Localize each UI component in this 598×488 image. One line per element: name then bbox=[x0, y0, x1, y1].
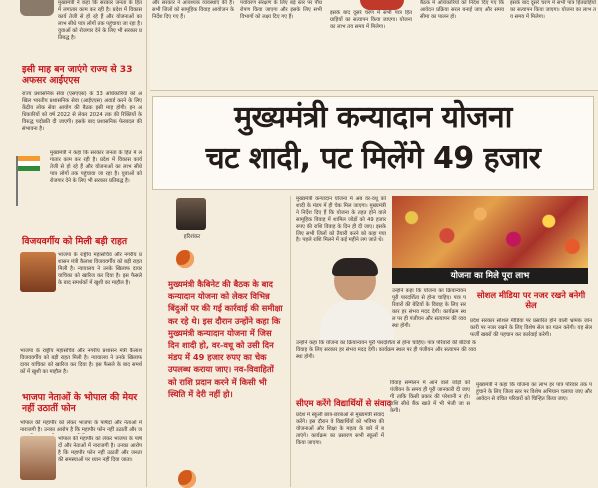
top-divider bbox=[150, 90, 598, 91]
left-text-ias: राज्य प्रशासनिक सेवा (एसएएस) के 33 अधिकारियों को अखिल भारतीय प्रशासनिक सेवा (आईएएस) अवार्ड करने के लिए केंद्रीय लोक सेवा आयोग की बैठक इसी माह होगी। इन अधिकारियों को वर्ष 2022 से लेकर 2024 तक की रिक्तियों के विरुद्ध पदोन्नति दी जाएगी। इसके बाद प्रशासनिक फेरबदल की संभावना है। bbox=[22, 91, 142, 132]
story-column-a: मुख्यमंत्री कन्यादान योजना में अब वर-वधू को शादी के मंडप में ही चेक मिल जाएगा। मुख्यमंत्री ने निर्देश दिए हैं कि योजना के तहत होने वाले सामूहिक विवाह में शामिल जोड़ों को 49 हजार रुपए की राशि विवाह के दिन ही दी जाए। इसके लिए सभी जिलों को तैयारी करने को कहा गया है। पहले राशि मिलने में कई महीने लग जाते थे। bbox=[296, 196, 386, 244]
left-news-column bbox=[0, 0, 145, 487]
top-strip-col5: इसके बाद दूसरे चरण में सभी पात्र हितग्राहियों का सत्यापन किया जाएगा। योजना का लाभ तय समय में मिलेगा। bbox=[510, 0, 596, 20]
left-heading-bhopal-mayor: भाजपा नेताओं के भोपाल की मेयर नहीं उठातीं फोन bbox=[22, 392, 138, 414]
sidebar-text: प्रदेश सरकार सोशल मीडिया पर प्रसारित होने वाली भ्रामक जानकारी पर नजर रखने के लिए विशेष सेल का गठन करेगी। यह सेल फर्जी खबरों की पहचान कर कार्रवाई करेगी। bbox=[470, 318, 592, 338]
left-top-text: मुख्यमंत्री ने कहा कि सरकार जनता के हित में लगातार काम कर रही है। प्रदेश में विकास कार्य तेजी से हो रहे हैं और योजनाओं का लाभ सीधे पात्र लोगों तक पहुंचाया जा रहा है। युवाओं को रोजगार देने के लिए भी सरकार प्रतिबद्ध है। bbox=[58, 0, 142, 41]
left-text-vijayvargiya: भाजपा के राष्ट्रीय महासचिव और नगरीय प्रशासन मंत्री कैलाश विजयवर्गीय को बड़ी राहत मिली है। न्यायालय ने उनके खिलाफ दायर याचिका को खारिज कर दिया है। इस फैसले के बाद समर्थकों में खुशी का माहौल है। bbox=[58, 252, 142, 286]
mayor-photo bbox=[20, 436, 56, 480]
story-subhead: सीएम करेंगे विद्यार्थियों से संवाद bbox=[296, 398, 392, 408]
sidebar-title: सोशल मीडिया पर नजर रखने बनेगी सेल bbox=[476, 290, 586, 310]
photo-caption: योजना का मिले पूरा लाभ bbox=[392, 268, 588, 284]
top-strip-col2: पर्यावरण संरक्षण के लिए बड़े स्तर पर पौधरोपण किया जाएगा और इसके लिए सभी विभागों को लक्ष्य दिए गए हैं। bbox=[240, 0, 322, 20]
left-text-bhopal-mayor: भोपाल की महापौर को लेकर भाजपा के पार्षदों और नेताओं में नाराजगी है। उनका आरोप है कि महापौर फोन नहीं उठातीं और ज bbox=[20, 420, 142, 433]
headline-box bbox=[152, 96, 594, 190]
left-text-bhopal-mayor-2: भोपाल की महापौर को लेकर भाजपा के पार्षदों और नेताओं में नाराजगी है। उनका आरोप है कि महापौर फोन नहीं उठातीं और जनता की समस्याओं पर ध्यान नहीं दिया जाता। bbox=[58, 436, 142, 463]
vijayvargiya-photo bbox=[20, 252, 56, 292]
story-column-e: उन्होंने कहा कि योजना का क्रियान्वयन पूरी पारदर्शिता से होना चाहिए। पात्र परिवारों की बेटियों के विवाह के लिए सरकार हर संभव मदद देगी। कार्यक्रम स्थल पर ही पंजीयन और सत्यापन की व्यवस्था होगी। bbox=[392, 288, 466, 329]
byline-name: हरिशंकर bbox=[183, 234, 201, 240]
top-strip-col3: इसके बाद दूसरे चरण में सभी पात्र हितग्राहियों का सत्यापन किया जाएगा। योजना का लाभ तय समय में मिलेगा। bbox=[330, 10, 412, 30]
byline-photo bbox=[176, 198, 206, 230]
top-strip-col4: बैठक में अधिकारियों को निर्देश दिए गए कि आवेदन प्रक्रिया सरल बनाई जाए और समय सीमा का पालन हो। bbox=[420, 0, 504, 20]
quote-mark-icon-end bbox=[178, 470, 196, 488]
story-bottom-right: मुख्यमंत्री ने कहा कि योजना का लाभ हर पात्र परिवार तक पहुंचाने के लिए जिला स्तर पर विशेष अभियान चलाया जाए और आवेदन से वंचित परिवारों को चिन्हित किया जाए। bbox=[476, 382, 592, 402]
story-divider-1 bbox=[290, 196, 291, 487]
top-strip-col1: और सरकार ने आवश्यक व्यवस्थाएं की हैं। सभी जिलों को सामूहिक विवाह आयोजन के निर्देश दिए गए हैं। bbox=[152, 0, 234, 20]
top-article-strip bbox=[150, 0, 598, 90]
column-divider bbox=[146, 0, 147, 487]
wedding-crowd-photo bbox=[392, 196, 588, 268]
portrait-thumbnail bbox=[20, 0, 54, 16]
headline-line-1: मुख्यमंत्री कन्यादान योजना bbox=[234, 100, 512, 135]
quote-mark-icon bbox=[176, 250, 194, 268]
headline-line-2: चट शादी, पट मिलेंगे 49 हजार bbox=[205, 141, 541, 176]
cm-portrait bbox=[314, 254, 400, 340]
story-column-b: उन्होंने कहा कि योजना का क्रियान्वयन पूरी पारदर्शिता से होना चाहिए। पात्र परिवारों की बेटियों के विवाह के लिए सरकार हर संभव मदद देगी। कार्यक्रम स्थल पर ही पंजीयन और सत्यापन की व्यवस्था होगी। bbox=[296, 340, 476, 360]
story-quote-box bbox=[168, 278, 283, 478]
story-column-c: प्रदेश में स्कूली छात्र-छात्राओं से मुख्यमंत्री संवाद करेंगे। इस दौरान वे विद्यार्थियों को भविष्य की योजनाओं और शिक्षा के महत्व के बारे में बताएंगे। कार्यक्रम का प्रसारण सभी स्कूलों में किया जाएगा। bbox=[296, 412, 384, 446]
social-media-sidebar bbox=[470, 290, 592, 380]
story-quote-text: मुख्यमंत्री कैबिनेट की बैठक के बाद कन्यादान योजना को लेकर विभिन्न बिंदुओं पर की गई कार्रवाई की समीक्षा कर रहे थे। इस दौरान उन्होंने कहा कि मुख्यमंत्री कन्यादान योजना में जिस दिन शादी हो, वर-वधू को उसी दिन मंडप में 49 हजार रुपए का चेक उपलब्ध कराया जाए। नव-विवाहितों को राशि प्रदान करने में किसी भी स्थिति में देरी नहीं हो। bbox=[168, 279, 283, 399]
top-strip-photo bbox=[360, 0, 404, 10]
flag-image bbox=[12, 150, 48, 208]
left-text-vijayvargiya-2: भाजपा के राष्ट्रीय महासचिव और नगरीय प्रशासन मंत्री कैलाश विजयवर्गीय को बड़ी राहत मिली है। न्यायालय ने उनके खिलाफ दायर याचिका को खारिज कर दिया है। इस फैसले के बाद समर्थकों में खुशी का माहौल है। bbox=[20, 348, 142, 375]
left-text-ias-2: मुख्यमंत्री ने कहा कि सरकार जनता के हित में लगातार काम कर रही है। प्रदेश में विकास कार्य तेजी से हो रहे हैं और योजनाओं का लाभ सीधे पात्र लोगों तक पहुंचाया जा रहा है। युवाओं को रोजगार देने के लिए भी सरकार प्रतिबद्ध है। bbox=[50, 150, 142, 184]
left-heading-vijayvargiya: विजयवर्गीय को मिली बड़ी राहत bbox=[22, 236, 128, 247]
story-column-d: विवाह सम्मेलन में आने वाले जोड़ों को पंजीयन के समय ही पूरी जानकारी दी जाएगी ताकि किसी प्रकार की परेशानी न हो। राशि सीधे बैंक खाते में भी भेजी जा सकेगी। bbox=[390, 380, 470, 414]
left-heading-ias: इसी माह बन जाएंगे राज्य से 33 अफसर आईएएस bbox=[22, 64, 133, 86]
